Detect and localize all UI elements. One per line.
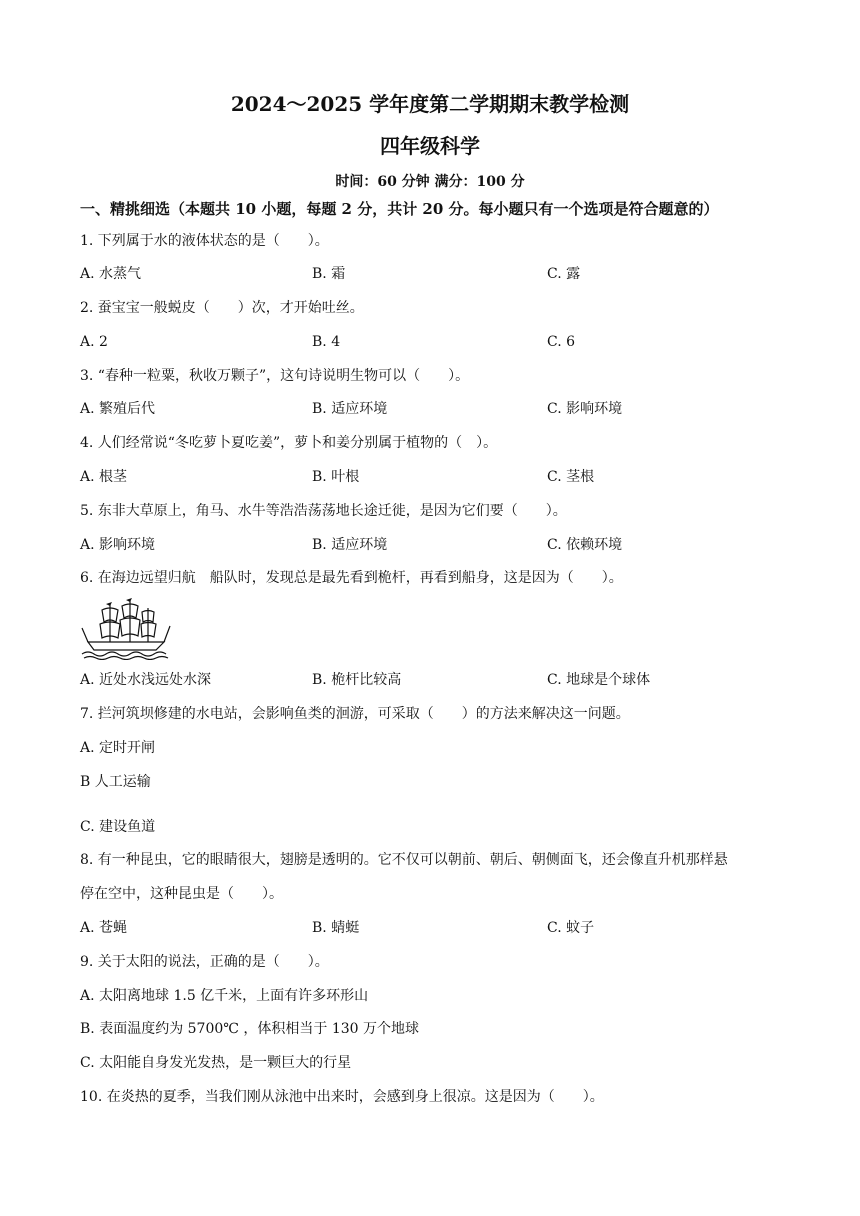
option-c: C. 建设鱼道 bbox=[80, 819, 156, 835]
subject-title: 四年级科学 bbox=[380, 134, 480, 158]
option-b: B. 霜 bbox=[312, 266, 346, 282]
question-stem: 2. 蚕宝宝一般蜕皮（ ）次，才开始吐丝。 bbox=[80, 300, 364, 316]
option-a: A. 太阳离地球 1.5 亿千米，上面有许多环形山 bbox=[80, 988, 369, 1004]
option-a: A. 苍蝇 bbox=[80, 920, 128, 936]
question-stem: 1. 下列属于水的液体状态的是（ ）。 bbox=[80, 233, 329, 249]
question-stem: 3. “春种一粒粟，秋收万颗子”，这句诗说明生物可以（ ）。 bbox=[80, 368, 470, 384]
exam-meta: 时间：60 分钟 满分：100 分 bbox=[335, 174, 525, 190]
question-stem: 6. 在海边远望归航 船队时，发现总是最先看到桅杆，再看到船身，这是因为（ ）。 bbox=[80, 570, 623, 586]
option-a: A. 繁殖后代 bbox=[80, 401, 156, 417]
question-stem: 4. 人们经常说“冬吃萝卜夏吃姜”，萝卜和姜分别属于植物的（ ）。 bbox=[80, 435, 498, 451]
question-stem: 5. 东非大草原上，角马、水牛等浩浩荡荡地长途迁徙，是因为它们要（ ）。 bbox=[80, 503, 567, 519]
question-stem: 8. 有一种昆虫，它的眼睛很大，翅膀是透明的。它不仅可以朝前、朝后、朝侧面飞，还会像直升机那样悬 bbox=[80, 852, 728, 868]
question-stem-continued: 停在空中，这种昆虫是（ ）。 bbox=[80, 886, 283, 902]
question-stem: 10. 在炎热的夏季，当我们刚从泳池中出来时，会感到身上很凉。这是因为（ ）。 bbox=[80, 1089, 604, 1105]
option-b: B 人工运输 bbox=[80, 774, 151, 790]
option-b: B. 适应环境 bbox=[312, 401, 388, 417]
option-c: C. 影响环境 bbox=[547, 401, 623, 417]
option-c: C. 6 bbox=[547, 334, 576, 350]
sailing-ship-illustration bbox=[80, 598, 172, 660]
option-b: B. 表面温度约为 5700℃ ，体积相当于 130 万个地球 bbox=[80, 1021, 419, 1037]
question-stem: 9. 关于太阳的说法，正确的是（ ）。 bbox=[80, 954, 329, 970]
option-c: C. 露 bbox=[547, 266, 581, 282]
option-b: B. 适应环境 bbox=[312, 537, 388, 553]
option-a: A. 水蒸气 bbox=[80, 266, 142, 282]
option-b: B. 蜻蜓 bbox=[312, 920, 360, 936]
option-a: A. 影响环境 bbox=[80, 537, 156, 553]
option-c: C. 太阳能自身发光发热，是一颗巨大的行星 bbox=[80, 1055, 352, 1071]
option-a: A. 近处水浅远处水深 bbox=[80, 672, 212, 688]
option-c: C. 茎根 bbox=[547, 469, 595, 485]
option-b: B. 叶根 bbox=[312, 469, 360, 485]
question-stem: 7. 拦河筑坝修建的水电站，会影响鱼类的洄游，可采取（ ）的方法来解决这一问题。 bbox=[80, 706, 630, 722]
option-c: C. 地球是个球体 bbox=[547, 672, 651, 688]
option-c: C. 依赖环境 bbox=[547, 537, 623, 553]
option-a: A. 定时开闸 bbox=[80, 740, 156, 756]
option-a: A. 根茎 bbox=[80, 469, 128, 485]
option-b: B. 桅杆比较高 bbox=[312, 672, 402, 688]
page-title: 2024～2025 学年度第二学期期末教学检测 bbox=[230, 92, 630, 116]
section-heading: 一、精挑细选（本题共 10 小题，每题 2 分，共计 20 分。每小题只有一个选项是符合题意的） bbox=[80, 200, 719, 218]
option-c: C. 蚊子 bbox=[547, 920, 595, 936]
option-a: A. 2 bbox=[80, 334, 108, 350]
option-b: B. 4 bbox=[312, 334, 341, 350]
